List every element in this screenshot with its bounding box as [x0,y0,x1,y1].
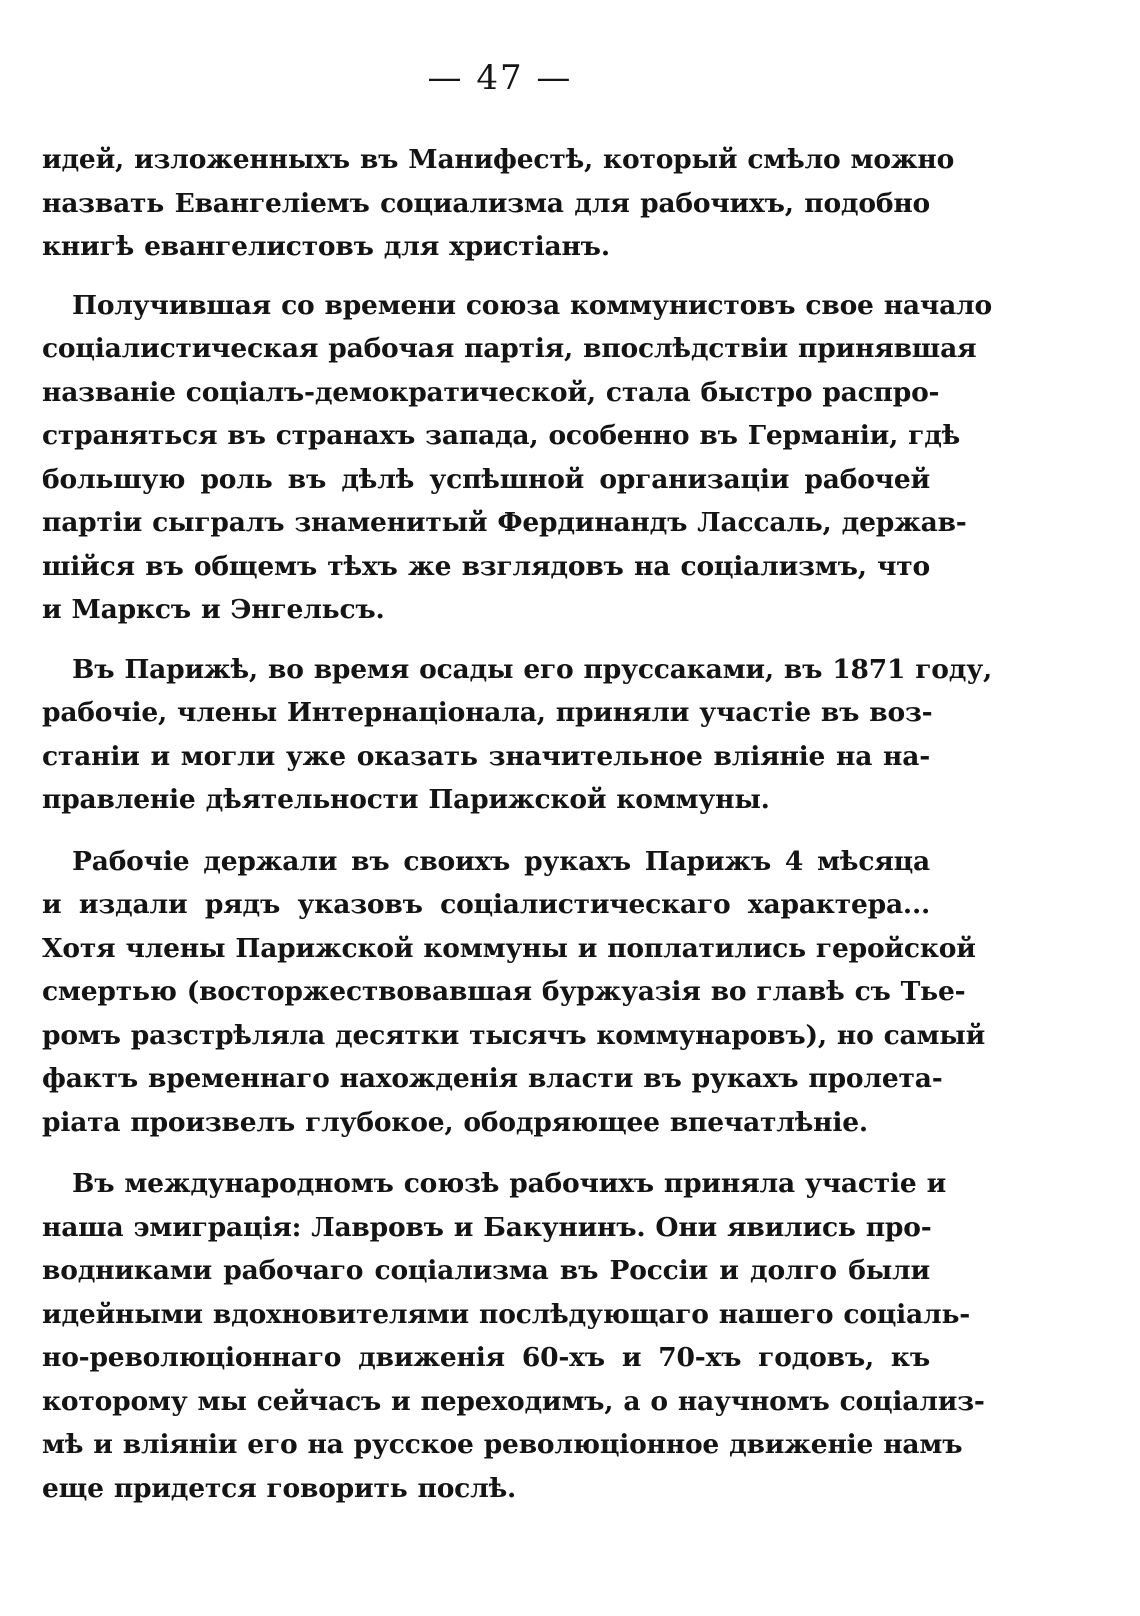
text-line: соціалистическая рабочая партія, впослѣдствіи принявшая [42,333,977,364]
text-line: названіе соціалъ-демократической, стала быстро распро- [42,376,940,408]
text-line: которому мы сейчасъ и переходимъ, а о научномъ соціализ- [42,1385,985,1417]
paragraph-5 [42,1162,985,1510]
text-line: ромъ разстрѣляла десятки тысячъ коммунаровъ), но самый [42,1019,986,1051]
text-line: и издали рядъ указовъ соціалистическаго характера... [42,889,930,920]
text-line: Въ международномъ союзѣ рабочихъ приняла участіе и [72,1168,947,1199]
text-line: идей, изложенныхъ въ Манифестѣ, который смѣло можно [42,144,955,175]
page-number: — 47 — [427,58,573,98]
text-line: идейными вдохновителями послѣдующаго нашего соціаль- [42,1298,971,1330]
text-line: но-революціоннаго движенія 60-хъ и 70-хъ годовъ, къ [42,1342,930,1373]
text-line: и Марксъ и Энгельсъ. [42,594,385,625]
text-line: большую роль въ дѣлѣ успѣшной организаціи рабочей [42,463,930,495]
text-line: страняться въ странахъ запада, особенно въ Германіи, гдѣ [42,420,961,451]
text-line: наша эмиграція: Лавровъ и Бакунинъ. Они явились про- [42,1211,932,1243]
page-text [42,138,993,1510]
text-line: еще придется говорить послѣ. [42,1472,517,1504]
text-line: станіи и могли уже оказать значительное вліяніе на на- [42,740,930,772]
text-line: фактъ временнаго нахожденія власти въ рукахъ пролета- [42,1063,943,1094]
text-line: назвать Евангеліемъ социализма для рабочихъ, подобно [42,187,930,219]
paragraph-1 [42,138,955,269]
text-line: Получившая со времени союза коммунистовъ свое начало [72,289,993,321]
text-line: мѣ и вліяніи его на русское революціонное движеніе намъ [42,1429,963,1460]
text-line: книгѣ евангелистовъ для христіанъ. [42,231,610,262]
text-line: Въ Парижѣ, во время осады его пруссаками, въ 1871 году, [72,653,993,685]
text-line: ріата произвелъ глубокое, ободряющее впечатлѣніе. [42,1106,868,1138]
text-line: партіи сыгралъ знаменитый Фердинандъ Лассаль, держав- [42,507,967,538]
text-line: водниками рабочаго соціализма въ Россіи и долго были [42,1255,930,1286]
text-line: рабочіе, члены Интернаціонала, приняли участіе въ воз- [42,697,933,728]
text-line: Рабочіе держали въ своихъ рукахъ Парижъ 4 мѣсяца [72,845,930,877]
text-line: правленіе дѣятельности Парижской коммуны. [42,784,770,815]
paragraph-3 [42,648,993,822]
paragraph-4 [42,840,986,1145]
paragraph-2 [42,284,993,632]
text-line: смертью (восторжествовавшая буржуазія во главѣ съ Тье- [42,976,966,1007]
text-line: шійся въ общемъ тѣхъ же взглядовъ на соціализмъ, что [42,550,930,582]
text-line: Хотя члены Парижской коммуны и поплатились геройской [42,932,976,964]
